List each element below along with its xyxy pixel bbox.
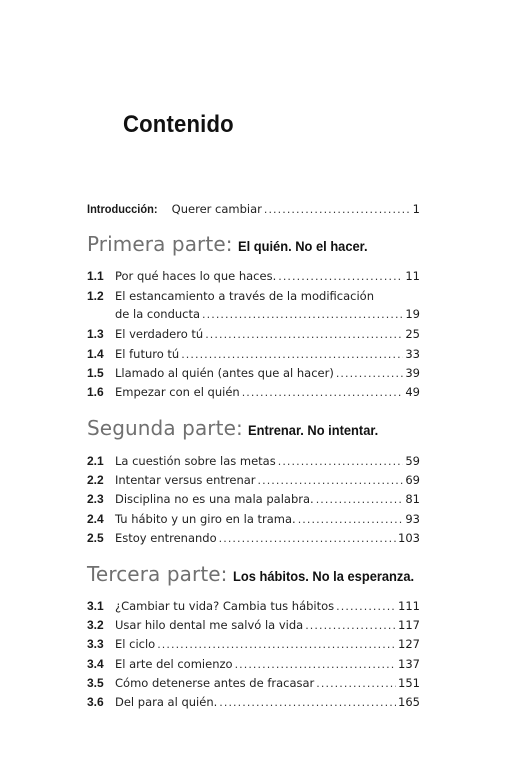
part-title: Segunda parte: <box>87 416 243 440</box>
entry-number: 3.1 <box>87 599 104 613</box>
entry-number: 1.4 <box>87 347 104 361</box>
entry-page: 81 <box>405 492 420 506</box>
part-subtitle: El quién. No el hacer. <box>237 238 368 254</box>
entry-number: 1.3 <box>87 327 104 341</box>
entry-text: Intentar versus entrenar <box>115 473 256 487</box>
entry-text: Del para al quién. <box>115 695 218 709</box>
toc-entry <box>87 288 420 304</box>
dot-leader <box>316 676 396 692</box>
entry-page: 1 <box>412 202 420 216</box>
toc-entry <box>87 472 420 489</box>
entry-text: Por qué haces lo que haces. <box>115 269 277 283</box>
toc-entry <box>87 268 420 285</box>
entry-page: 127 <box>398 637 420 651</box>
part-subtitle: Los hábitos. No la esperanza. <box>232 568 414 584</box>
toc-entry <box>87 346 420 363</box>
entry-page: 111 <box>398 599 420 613</box>
part-title: Primera parte: <box>87 232 233 256</box>
entry-page: 103 <box>398 531 420 545</box>
entry-text: Llamado al quién (antes que al hacer) <box>115 366 334 380</box>
dot-leader <box>219 531 396 547</box>
entry-text: El arte del comienzo <box>115 657 233 671</box>
toc-entry <box>87 636 420 653</box>
part-heading-3 <box>87 562 429 586</box>
entry-text: Usar hilo dental me salvó la vida <box>115 618 304 632</box>
entry-page: 69 <box>405 473 420 487</box>
entry-number: 1.2 <box>87 289 104 303</box>
entry-page: 19 <box>405 307 420 321</box>
part-heading-1 <box>87 232 378 256</box>
entry-number: 1.5 <box>87 366 104 380</box>
dot-leader <box>181 347 403 363</box>
entry-text: El verdadero tú <box>115 327 204 341</box>
entry-text: Querer cambiar <box>171 202 262 216</box>
entry-number: 3.3 <box>87 637 104 651</box>
entry-page: 49 <box>405 385 420 399</box>
entry-text-continued: de la conducta <box>115 307 201 321</box>
entry-text: Estoy entrenando <box>115 531 217 545</box>
entry-number: 3.2 <box>87 618 104 632</box>
entry-page: 25 <box>405 327 420 341</box>
entry-number: 2.1 <box>87 454 104 468</box>
entry-page: 39 <box>405 366 420 380</box>
intro-label: Introducción: <box>87 202 158 216</box>
entry-text: Disciplina no es una mala palabra. <box>115 492 314 506</box>
entry-text: La cuestión sobre las metas <box>115 454 276 468</box>
toc-entry <box>87 491 420 508</box>
dot-leader <box>202 307 403 323</box>
entry-text: Empezar con el quién <box>115 385 240 399</box>
entry-text: El estancamiento a través de la modificación <box>115 289 374 303</box>
page-title: Contenido <box>123 111 234 138</box>
part-title: Tercera parte: <box>87 562 228 586</box>
entry-text: Cómo detenerse antes de fracasar <box>115 676 315 690</box>
dot-leader <box>235 657 396 673</box>
entry-number: 2.3 <box>87 492 104 506</box>
toc-entry-continuation <box>87 306 420 323</box>
toc-entry <box>87 453 420 470</box>
entry-page: 11 <box>405 269 420 283</box>
toc-entry <box>87 511 420 528</box>
entry-text: El ciclo <box>115 637 156 651</box>
toc-entry <box>87 326 420 343</box>
entry-page: 93 <box>405 512 420 526</box>
toc-entry <box>87 694 420 711</box>
dot-leader <box>264 202 411 218</box>
toc-entry <box>87 656 420 673</box>
entry-page: 151 <box>398 676 420 690</box>
toc-entry <box>87 384 420 401</box>
entry-number: 3.4 <box>87 657 104 671</box>
entry-page: 59 <box>405 454 420 468</box>
entry-number: 2.2 <box>87 473 104 487</box>
toc-entry <box>87 598 420 615</box>
dot-leader <box>316 492 404 508</box>
toc-entry <box>87 530 420 547</box>
dot-leader <box>278 454 404 470</box>
entry-page: 33 <box>405 347 420 361</box>
entry-text: El futuro tú <box>115 347 180 361</box>
entry-number: 1.1 <box>87 269 104 283</box>
entry-number: 1.6 <box>87 385 104 399</box>
dot-leader <box>157 637 396 653</box>
entry-page: 137 <box>398 657 420 671</box>
toc-entry <box>87 675 420 692</box>
toc-entry <box>87 365 420 382</box>
entry-number: 3.5 <box>87 676 104 690</box>
dot-leader <box>219 695 396 711</box>
toc-entry <box>87 617 420 634</box>
dot-leader <box>336 366 404 382</box>
entry-page: 165 <box>398 695 420 709</box>
dot-leader <box>305 618 396 634</box>
entry-number: 3.6 <box>87 695 104 709</box>
dot-leader <box>242 385 404 401</box>
dot-leader <box>278 269 403 285</box>
dot-leader <box>336 599 396 615</box>
part-heading-2 <box>87 416 389 440</box>
toc-entry-intro <box>87 201 420 218</box>
entry-text: ¿Cambiar tu vida? Cambia tus hábitos <box>115 599 335 613</box>
dot-leader <box>258 473 404 489</box>
entry-number: 2.4 <box>87 512 104 526</box>
entry-page: 117 <box>398 618 420 632</box>
entry-text: Tu hábito y un giro en la trama. <box>115 512 296 526</box>
dot-leader <box>298 512 404 528</box>
part-subtitle: Entrenar. No intentar. <box>247 422 379 438</box>
entry-number: 2.5 <box>87 531 104 545</box>
dot-leader <box>205 327 403 343</box>
